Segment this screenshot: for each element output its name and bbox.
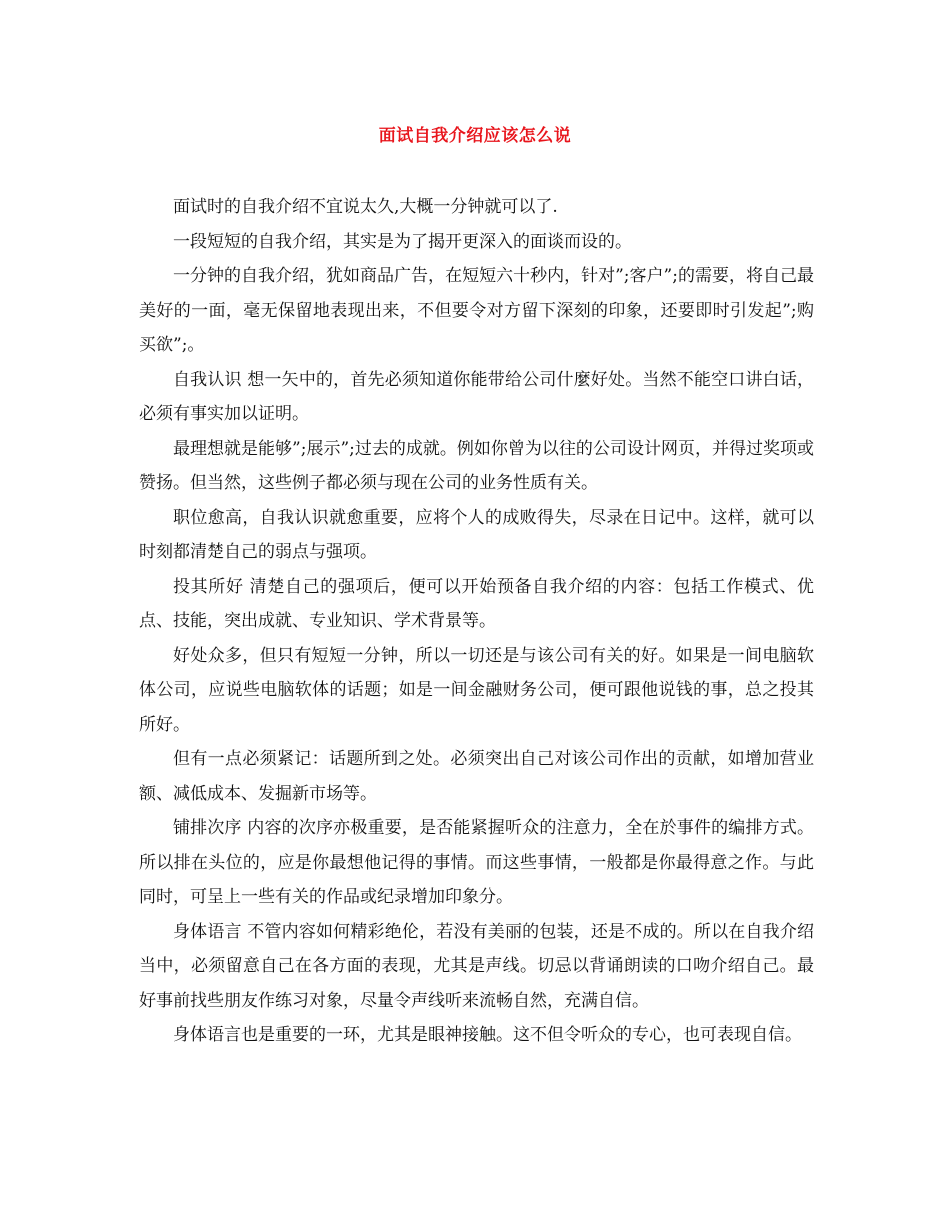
paragraph-12: 身体语言也是重要的一环，尤其是眼神接触。这不但令听众的专心，也可表现自信。 (173, 1025, 802, 1045)
paragraph-10: 铺排次序 内容的次序亦极重要，是否能紧握听众的注意力，全在於事件的编排方式。所以排在头位的，应是你最想他记得的事情。而这些事情，一般都是你最得意之作。与此同时，可呈上一些有关的作品或纪录增加印象分。 (139, 818, 814, 907)
paragraph-6: 职位愈高，自我认识就愈重要，应将个人的成败得失，尽录在日记中。这样，就可以时刻都清楚自己的弱点与强项。 (139, 507, 814, 562)
paragraph-5: 最理想就是能够”;展示”;过去的成就。例如你曾为以往的公司设计网页，并得过奖项或赞扬。但当然，这些例子都必须与现在公司的业务性质有关。 (139, 438, 814, 493)
paragraph-11: 身体语言 不管内容如何精彩绝伦，若没有美丽的包装，还是不成的。所以在自我介绍当中，必须留意自己在各方面的表现，尤其是声线。切忌以背诵朗读的口吻介绍自己。最好事前找些朋友作练习对象，尽量令声线听来流畅自然，充满自信。 (139, 921, 814, 1011)
paragraph-8: 好处众多，但只有短短一分钟，所以一切还是与该公司有关的好。如果是一间电脑软体公司，应说些电脑软体的话题；如是一间金融财务公司，便可跟他说钱的事，总之投其所好。 (139, 645, 814, 735)
paragraph-3: 一分钟的自我介绍，犹如商品广告，在短短六十秒内，针对”;客户”;的需要，将自己最美好的一面，毫无保留地表现出来，不但要令对方留下深刻的印象，还要即时引发起”;购买欲”;。 (139, 266, 814, 355)
paragraph-4: 自我认识 想一矢中的，首先必须知道你能带给公司什麼好处。当然不能空口讲白话，必须有事实加以证明。 (139, 369, 814, 424)
paragraph-9: 但有一点必须紧记：话题所到之处。必须突出自己对该公司作出的贡献，如增加营业额、减低成本、发掘新市场等。 (139, 749, 814, 804)
paragraph-7: 投其所好 清楚自己的强项后，便可以开始预备自我介绍的内容：包括工作模式、优点、技能，突出成就、专业知识、学术背景等。 (139, 576, 814, 631)
document-title: 面试自我介绍应该怎么说 (378, 126, 572, 146)
document-body (139, 190, 814, 1053)
paragraph-1: 面试时的自我介绍不宜说太久,大概一分钟就可以了. (173, 197, 558, 217)
paragraph-2: 一段短短的自我介绍，其实是为了揭开更深入的面谈而设的。 (173, 231, 632, 252)
